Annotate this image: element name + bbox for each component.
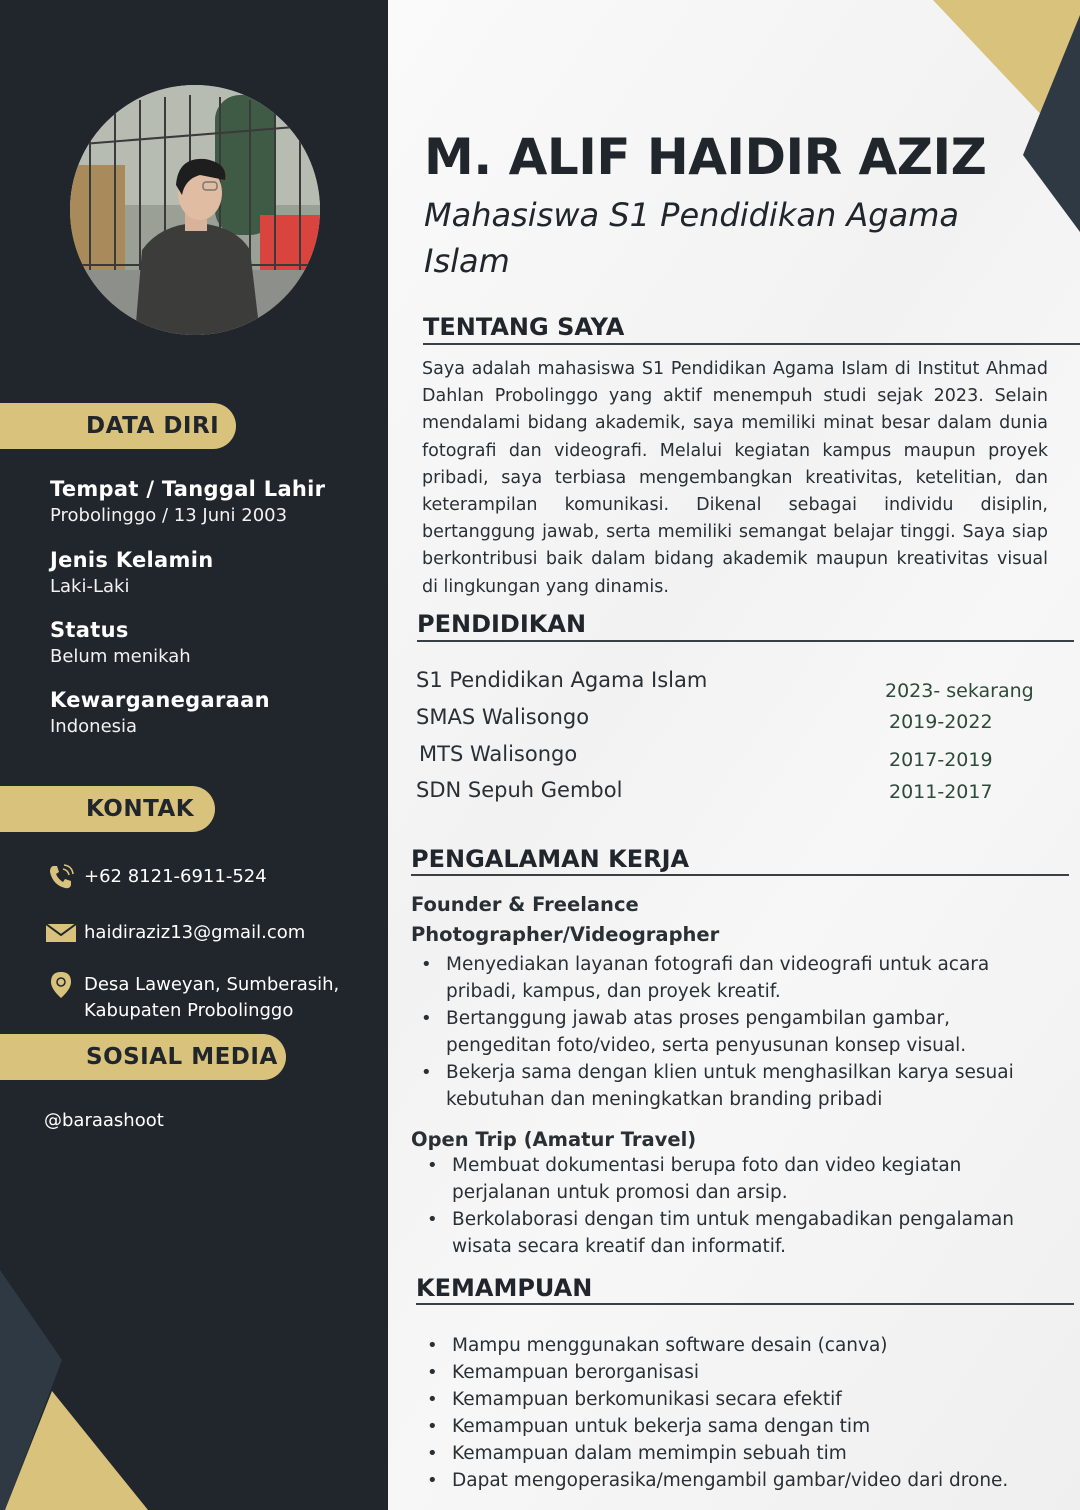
mail-icon: [44, 920, 78, 946]
skill-item: • Dapat mengoperasika/mengambil gambar/video dari drone.: [419, 1467, 1069, 1494]
job-bullets: [413, 951, 1053, 1113]
job-title: Open Trip (Amatur Travel): [411, 1128, 697, 1151]
skills-divider: [416, 1303, 1074, 1305]
job-bullets: [419, 1152, 1059, 1260]
education-school: SDN Sepuh Gembol: [416, 778, 623, 802]
education-school: S1 Pendidikan Agama Islam: [416, 668, 708, 692]
personal-label: Tempat / Tanggal Lahir: [50, 477, 326, 501]
skills-heading: KEMAMPUAN: [416, 1274, 593, 1302]
personal-value: Probolinggo / 13 Juni 2003: [50, 505, 288, 526]
job-title: Founder & Freelance Photographer/Videographer: [411, 893, 720, 946]
data-diri-heading: DATA DIRI: [0, 403, 236, 449]
education-years: 2011-2017: [889, 781, 993, 803]
skill-item: • Mampu menggunakan software desain (canva): [419, 1332, 1069, 1359]
personal-item-gender: [50, 548, 213, 597]
education-heading: PENDIDIKAN: [417, 610, 587, 638]
list-item: • Menyediakan layanan fotografi dan videografi untuk acara pribadi, kampus, dan proyek kreatif.: [413, 951, 1053, 1005]
address-line2: Kabupaten Probolinggo: [84, 1000, 294, 1021]
contact-phone: [44, 864, 267, 890]
location-pin-icon: [44, 972, 78, 998]
kontak-heading: KONTAK: [0, 786, 215, 832]
personal-item-citizenship: [50, 688, 270, 737]
personal-value: Indonesia: [50, 716, 138, 737]
education-school: MTS Walisongo: [419, 742, 578, 766]
personal-item-status: [50, 618, 191, 667]
about-heading: TENTANG SAYA: [423, 313, 625, 341]
skill-item: • Kemampuan berkomunikasi secara efektif: [419, 1386, 1069, 1413]
education-divider: [417, 640, 1074, 642]
phone-number[interactable]: +62 8121-6911-524: [84, 866, 267, 887]
personal-label: Jenis Kelamin: [50, 548, 214, 572]
personal-label: Kewarganegaraan: [50, 688, 270, 712]
skill-item: • Kemampuan dalam memimpin sebuah tim: [419, 1440, 1069, 1467]
social-handle[interactable]: @baraashoot: [44, 1110, 164, 1131]
experience-heading: PENGALAMAN KERJA: [411, 845, 690, 873]
personal-item-birth: [50, 477, 325, 526]
sidebar: [0, 0, 388, 1510]
address-line1: Desa Laweyan, Sumberasih,: [84, 974, 340, 995]
sosial-media-heading: SOSIAL MEDIA: [0, 1034, 286, 1080]
phone-icon: [44, 864, 78, 890]
education-years: 2023- sekarang: [885, 680, 1034, 702]
list-item: • Bekerja sama dengan klien untuk menghasilkan karya sesuai kebutuhan dan meningkatkan branding pribadi: [413, 1059, 1053, 1113]
skill-item: • Kemampuan berorganisasi: [419, 1359, 1069, 1386]
personal-value: Laki-Laki: [50, 576, 130, 597]
list-item: • Bertanggung jawab atas proses pengambilan gambar, pengeditan foto/video, serta penyusunan konsep visual.: [413, 1005, 1053, 1059]
about-divider: [423, 343, 1080, 345]
skills-list: [419, 1332, 1069, 1494]
about-text: Saya adalah mahasiswa S1 Pendidikan Agama Islam di Institut Ahmad Dahlan Probolinggo yang aktif menempuh studi sejak 2023. Selain mendalami bidang akademik, saya memiliki minat besar dalam dunia fotografi dan videografi. Melalui kegiatan kampus maupun proyek pribadi, saya terbiasa mengembangkan kreativitas, ketelitian, dan keterampilan komunikasi. Dikenal sebagai individu disiplin, bertanggung jawab, serta memiliki semangat belajar tinggi. Saya siap berkontribusi baik dalam bidang akademik maupun kreativitas visual di lingkungan yang dinamis.: [422, 359, 1048, 597]
contact-address: [44, 972, 339, 1024]
list-item: • Membuat dokumentasi berupa foto dan video kegiatan perjalanan untuk promosi dan arsip.: [419, 1152, 1059, 1206]
personal-value: Belum menikah: [50, 646, 191, 667]
experience-divider: [411, 874, 1069, 876]
education-years: 2017-2019: [889, 749, 993, 771]
personal-label: Status: [50, 618, 129, 642]
list-item: • Berkolaborasi dengan tim untuk mengabadikan pengalaman wisata secara kreatif dan informatif.: [419, 1206, 1059, 1260]
profile-photo: [70, 85, 320, 335]
email-address[interactable]: haidiraziz13@gmail.com: [84, 922, 306, 943]
education-years: 2019-2022: [889, 711, 993, 733]
skill-item: • Kemampuan untuk bekerja sama dengan tim: [419, 1413, 1069, 1440]
profile-photo-illustration: [70, 85, 320, 335]
contact-email: [44, 920, 305, 946]
full-name: M. ALIF HAIDIR AZIZ: [424, 128, 987, 186]
subtitle: Mahasiswa S1 Pendidikan Agama Islam: [424, 196, 959, 280]
main-content: [388, 0, 1080, 1510]
education-school: SMAS Walisongo: [416, 705, 590, 729]
